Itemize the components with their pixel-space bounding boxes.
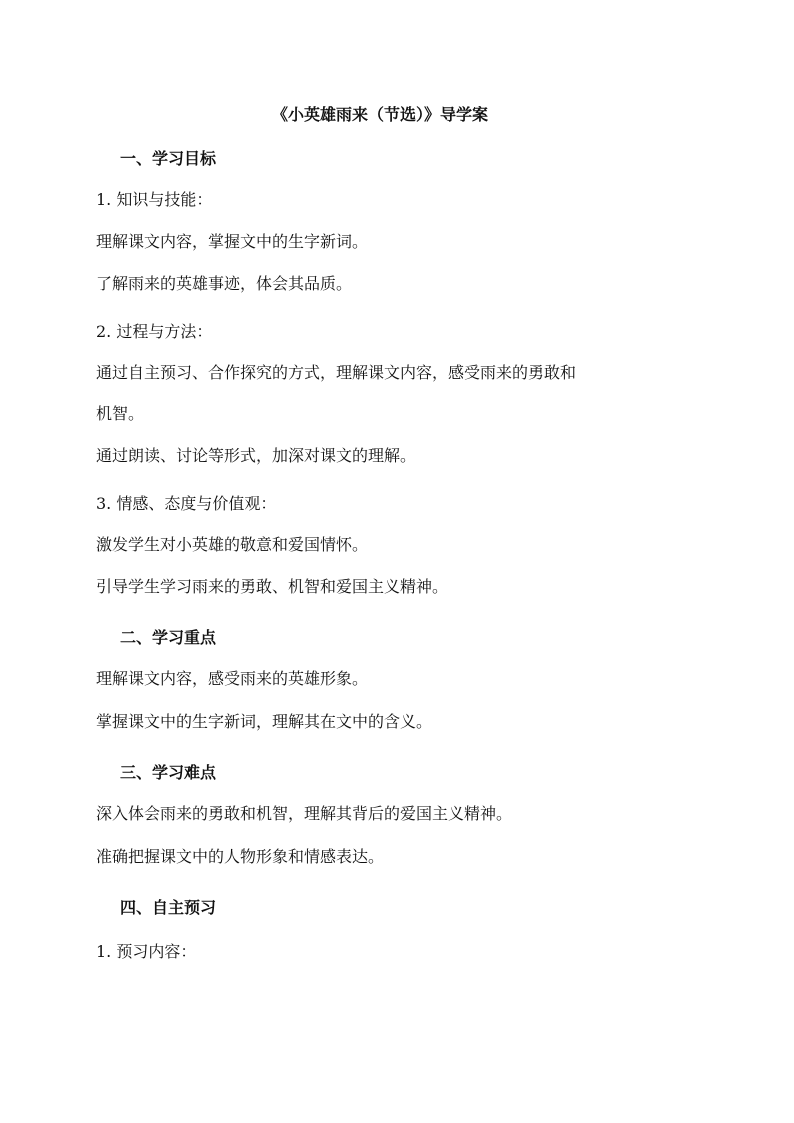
section-heading-preview: 四、自主预习 xyxy=(120,898,217,917)
body-line: 掌握课文中的生字新词，理解其在文中的含义。 xyxy=(96,712,433,731)
body-line: 了解雨来的英雄事迹，体会其品质。 xyxy=(96,274,353,293)
body-line: 引导学生学习雨来的勇敢、机智和爱国主义精神。 xyxy=(96,577,449,596)
body-line: 激发学生对小英雄的敬意和爱国情怀。 xyxy=(96,535,369,554)
section-heading-key-points: 二、学习重点 xyxy=(120,628,217,647)
sub-label-process: 2. 过程与方法： xyxy=(96,322,213,341)
body-line: 准确把握课文中的人物形象和情感表达。 xyxy=(96,847,385,866)
section-heading-difficulties: 三、学习难点 xyxy=(120,763,217,782)
document-title: 《小英雄雨来（节选）》导学案 xyxy=(272,105,489,124)
body-line: 深入体会雨来的勇敢和机智，理解其背后的爱国主义精神。 xyxy=(96,804,513,823)
section-heading-objectives: 一、学习目标 xyxy=(120,149,217,168)
sub-label-knowledge: 1. 知识与技能： xyxy=(96,190,213,209)
body-line: 通过朗读、讨论等形式，加深对课文的理解。 xyxy=(96,446,417,465)
body-line: 机智。 xyxy=(96,404,145,423)
body-line: 理解课文内容，感受雨来的英雄形象。 xyxy=(96,669,369,688)
body-line: 通过自主预习、合作探究的方式，理解课文内容，感受雨来的勇敢和 xyxy=(96,363,577,382)
sub-label-preview-content: 1. 预习内容： xyxy=(96,942,197,961)
body-line: 理解课文内容，掌握文中的生字新词。 xyxy=(96,232,369,251)
sub-label-attitude: 3. 情感、态度与价值观： xyxy=(96,494,277,513)
